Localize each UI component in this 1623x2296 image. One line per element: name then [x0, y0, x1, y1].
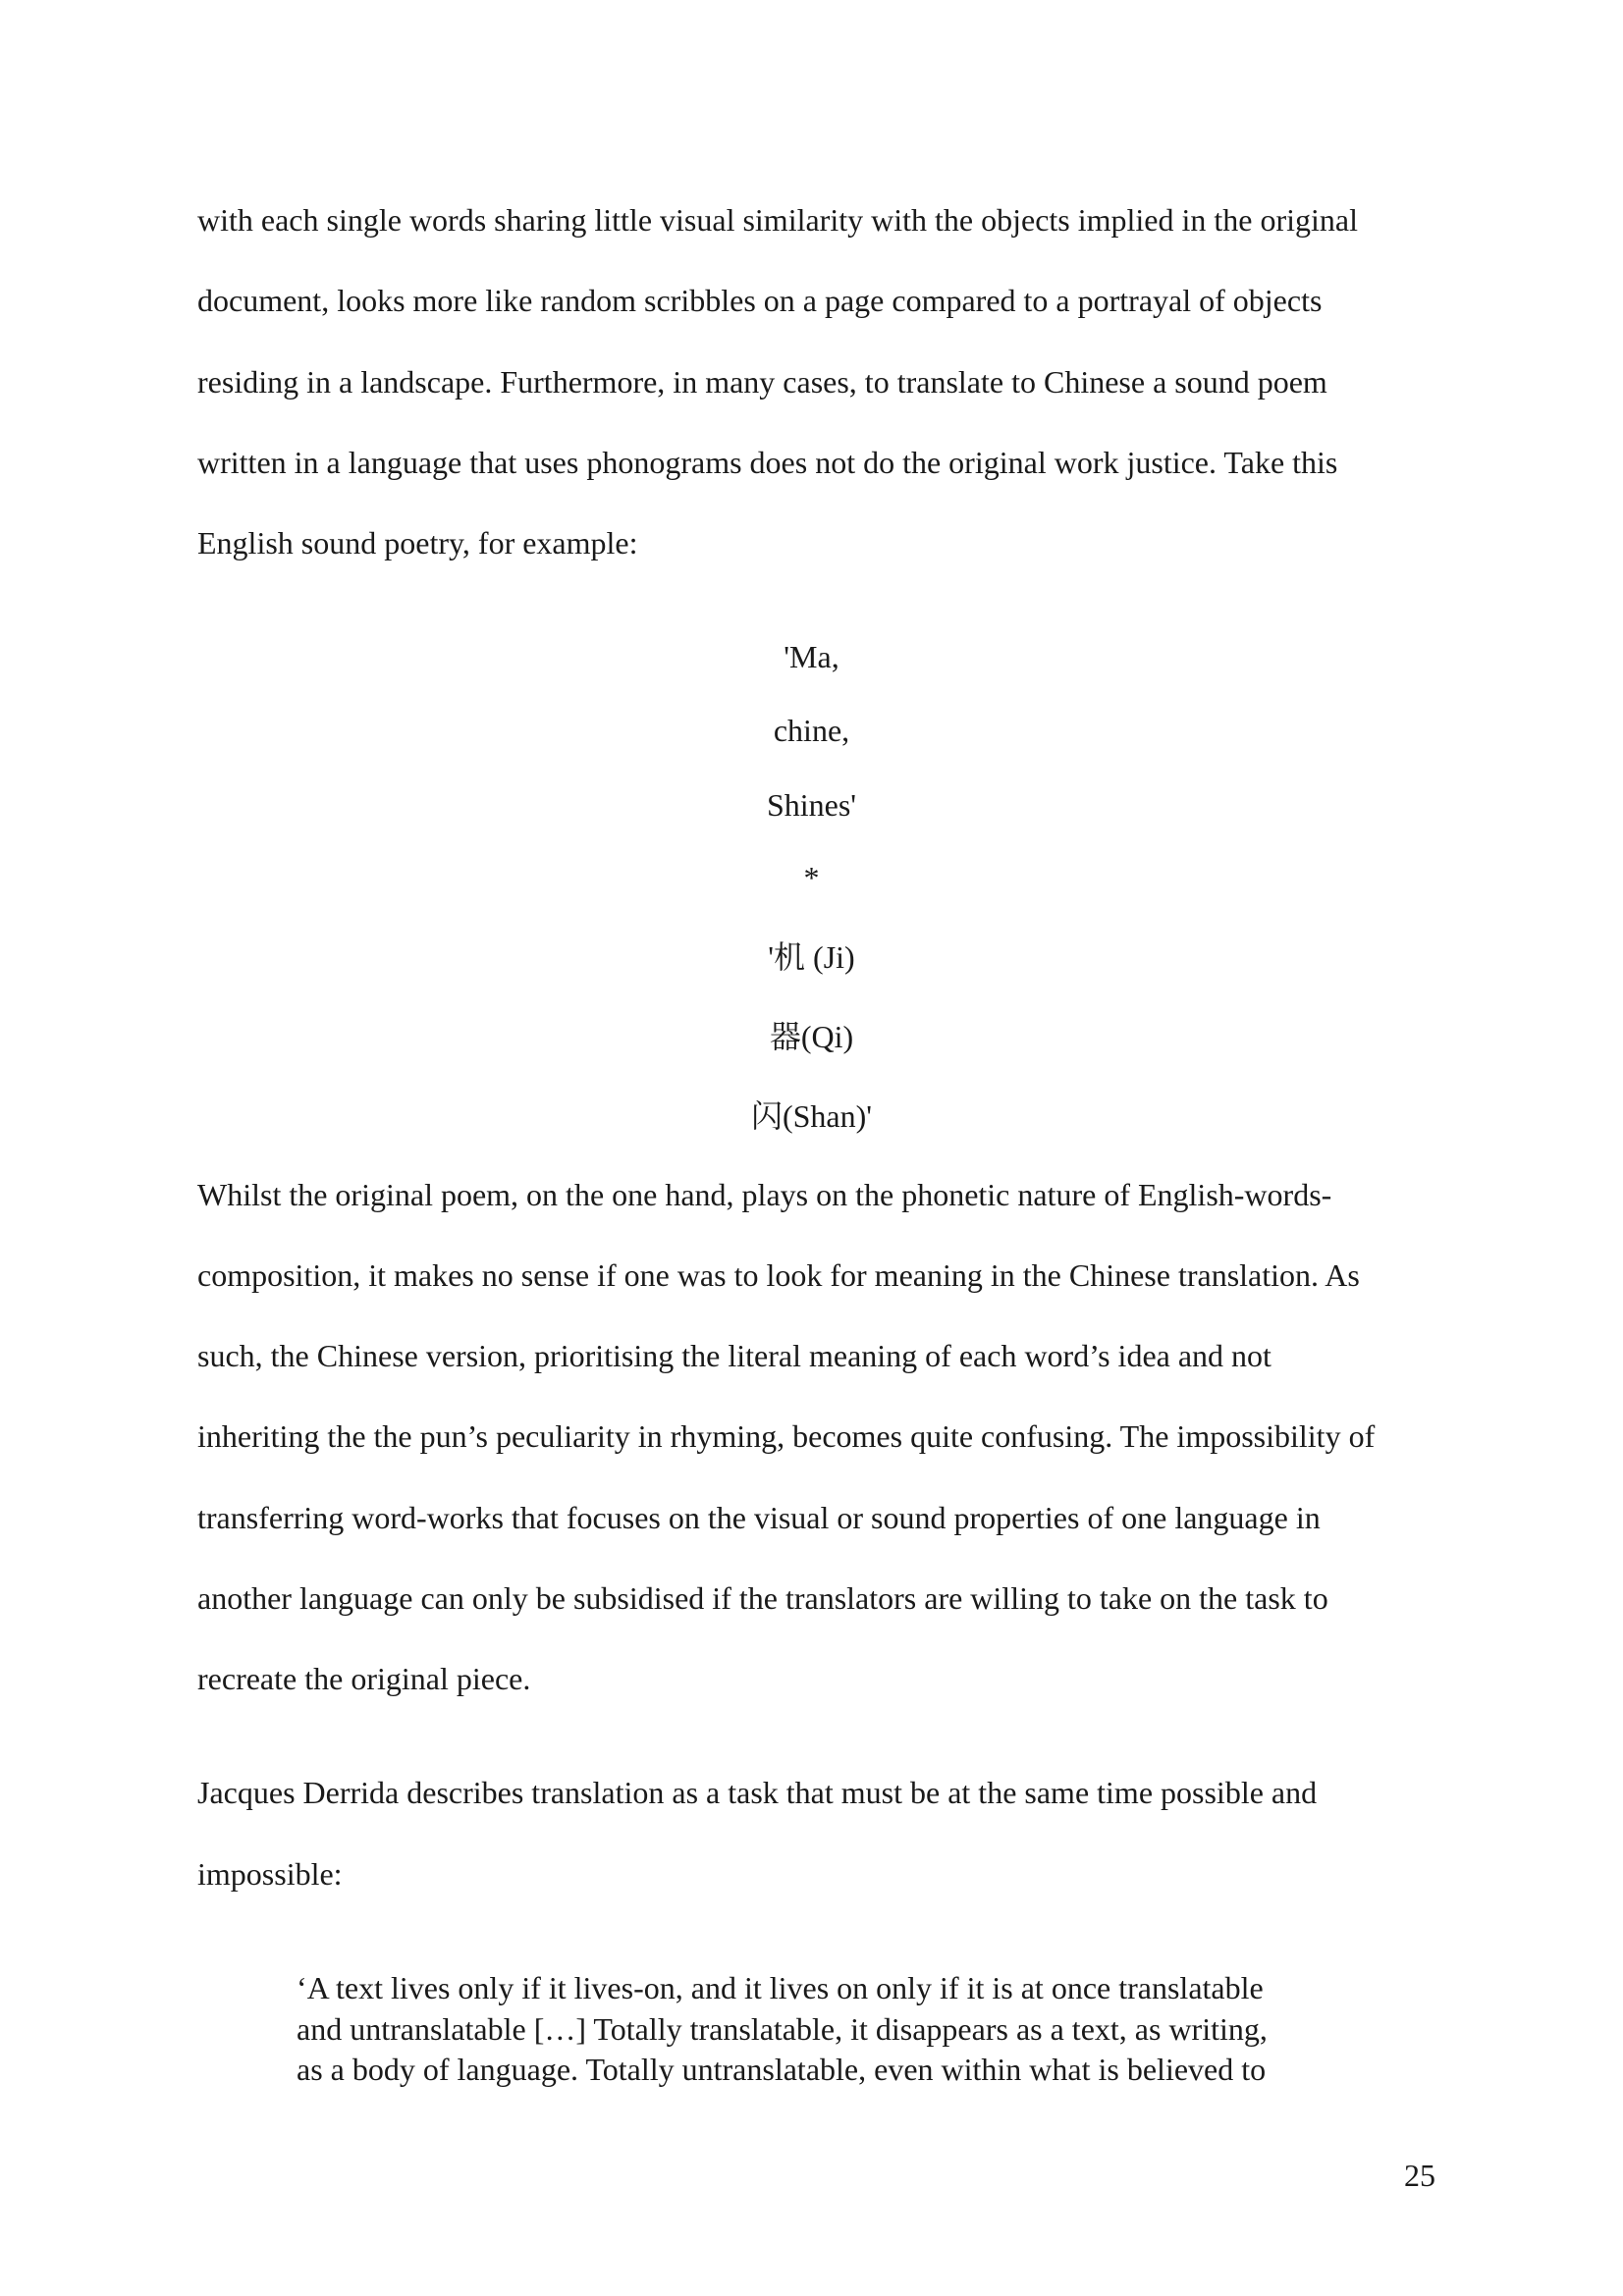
quote-line: as a body of language. Totally untranslatable, even within what is believed to [297, 2052, 1267, 2087]
page-number: 25 [1404, 2158, 1435, 2193]
poem-line: 器(Qi) [769, 1019, 854, 1054]
paragraph-line: inheriting the the pun’s peculiarity in rhyming, becomes quite confusing. The impossibility of [197, 1418, 1376, 1454]
poem-line: '机 (Ji) [768, 939, 855, 975]
poem-line: Shines' [766, 787, 857, 823]
paragraph-line: Jacques Derrida describes translation as a task that must be at the same time possible and [197, 1775, 1318, 1810]
paragraph-line: Whilst the original poem, on the one hand, plays on the phonetic nature of English-words- [197, 1177, 1332, 1212]
paragraph-line: such, the Chinese version, prioritising the literal meaning of each word’s idea and not [197, 1338, 1271, 1373]
poem-separator: * [803, 860, 820, 895]
paragraph-line: with each single words sharing little visual similarity with the objects implied in the original [197, 202, 1359, 238]
paragraph-line: composition, it makes no sense if one was to look for meaning in the Chinese translation. As [197, 1257, 1360, 1293]
paragraph-line: residing in a landscape. Furthermore, in many cases, to translate to Chinese a sound poem [197, 364, 1327, 400]
paragraph-line: transferring word-works that focuses on the visual or sound properties of one language in [197, 1500, 1321, 1535]
paragraph-line: document, looks more like random scribbles on a page compared to a portrayal of objects [197, 283, 1323, 318]
poem-line: chine, [773, 713, 850, 748]
quote-line: and untranslatable […] Totally translatable, it disappears as a text, as writing, [297, 2011, 1268, 2047]
poem-line: 闪(Shan)' [750, 1098, 873, 1134]
paragraph-line: recreate the original piece. [197, 1661, 531, 1696]
paragraph-line: written in a language that uses phonograms does not do the original work justice. Take this [197, 445, 1338, 480]
paragraph-line: English sound poetry, for example: [197, 525, 638, 561]
poem-line: 'Ma, [784, 639, 839, 674]
quote-line: ‘A text lives only if it lives-on, and it lives on only if it is at once translatable [297, 1970, 1264, 2005]
paragraph-line: another language can only be subsidised if the translators are willing to take on the task to [197, 1580, 1328, 1616]
paragraph-line: impossible: [197, 1856, 343, 1892]
